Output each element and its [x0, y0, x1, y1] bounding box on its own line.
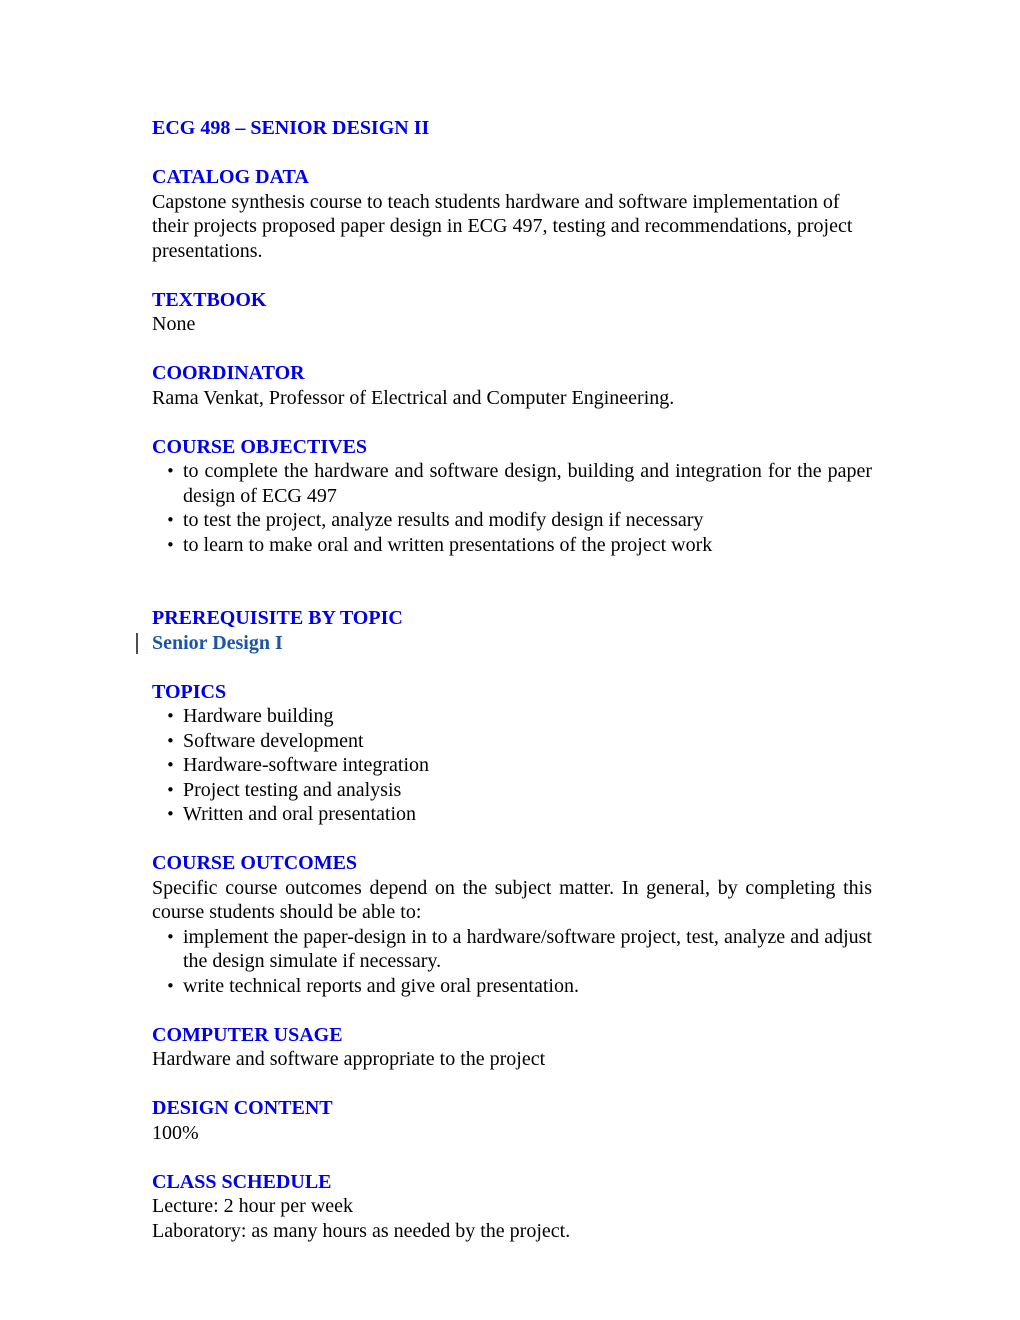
bullet-text: implement the paper-design in to a hardware/software project, test, analyze and adjust the design simulate if necessary.	[183, 925, 872, 972]
bullet-icon: •	[166, 756, 175, 774]
bullet-text: Software development	[183, 729, 364, 752]
bullet-text: to learn to make oral and written presentations of the project work	[183, 533, 713, 556]
bullet-item	[152, 802, 872, 827]
section-course-objectives	[152, 435, 872, 558]
bullet-text: Written and oral presentation	[183, 803, 416, 825]
inserted-text: Senior Design I	[152, 631, 283, 654]
bullet-icon: •	[166, 511, 175, 529]
section-heading-coordinator: COORDINATOR	[152, 362, 305, 384]
bullet-text: Project testing and analysis	[183, 778, 402, 801]
bullet-text: to test the project, analyze results and modify design if necessary	[183, 509, 704, 531]
section-heading-catalog-data: CATALOG DATA	[152, 166, 309, 188]
bullet-icon: •	[166, 731, 175, 750]
class-schedule-laboratory-line: Laboratory: as many hours as needed by the project.	[152, 1219, 571, 1242]
class-schedule-lecture-line: Lecture: 2 hour per week	[152, 1195, 354, 1217]
bullet-icon: •	[166, 535, 175, 554]
section-topics	[152, 680, 872, 827]
section-prerequisite-by-topic	[152, 606, 872, 655]
section-heading-prerequisite-by-topic: PREREQUISITE BY TOPIC	[152, 607, 403, 629]
bullet-icon: •	[166, 927, 175, 946]
bullet-item	[152, 974, 872, 999]
section-heading-course-outcomes: COURSE OUTCOMES	[152, 852, 358, 874]
section-heading-textbook: TEXTBOOK	[152, 288, 267, 311]
section-coordinator	[152, 361, 872, 410]
section-heading-design-content: DESIGN CONTENT	[152, 1097, 333, 1119]
page-title: ECG 498 – SENIOR DESIGN II	[152, 117, 430, 139]
section-class-schedule	[152, 1170, 872, 1244]
bullet-item	[152, 459, 872, 508]
bullet-item	[152, 729, 872, 754]
bullet-icon: •	[166, 976, 175, 995]
bullet-item	[152, 753, 872, 778]
bullet-item	[152, 704, 872, 729]
revision-change-bar	[136, 633, 138, 654]
bullet-item	[152, 508, 872, 533]
bullet-item	[152, 925, 872, 974]
section-heading-topics: TOPICS	[152, 680, 227, 703]
bullet-icon: •	[166, 462, 175, 480]
section-design-content	[152, 1096, 872, 1145]
section-heading-class-schedule: CLASS SCHEDULE	[152, 1170, 332, 1193]
bullet-text: Hardware-software integration	[183, 754, 429, 776]
coordinator-paragraph: Rama Venkat, Professor of Electrical and Computer Engineering.	[152, 386, 675, 409]
bullet-item	[152, 533, 872, 558]
computer-usage-paragraph: Hardware and software appropriate to the project	[152, 1048, 546, 1070]
bullet-icon: •	[166, 805, 175, 823]
bullet-icon: •	[166, 707, 175, 725]
catalog-data-paragraph: Capstone synthesis course to teach students hardware and software implementation of their projects proposed paper design in ECG 497, testing and recommendations, project presentations.	[152, 190, 853, 262]
section-heading-course-objectives: COURSE OBJECTIVES	[152, 435, 368, 458]
textbook-paragraph: None	[152, 313, 196, 335]
section-catalog-data	[152, 165, 872, 263]
section-course-outcomes	[152, 851, 872, 998]
outcomes-intro-paragraph: Specific course outcomes depend on the subject matter. In general, by completing this course students should be able to:	[152, 876, 872, 923]
section-computer-usage	[152, 1023, 872, 1072]
section-textbook	[152, 288, 872, 337]
bullet-icon: •	[166, 780, 175, 799]
bullet-item	[152, 778, 872, 803]
bullet-text: Hardware building	[183, 705, 334, 727]
design-content-paragraph: 100%	[152, 1121, 199, 1144]
bullet-text: to complete the hardware and software design, building and integration for the paper design of ECG 497	[183, 460, 872, 507]
section-heading-computer-usage: COMPUTER USAGE	[152, 1023, 343, 1046]
prerequisite-line	[152, 631, 872, 656]
bullet-text: write technical reports and give oral presentation.	[183, 974, 579, 997]
